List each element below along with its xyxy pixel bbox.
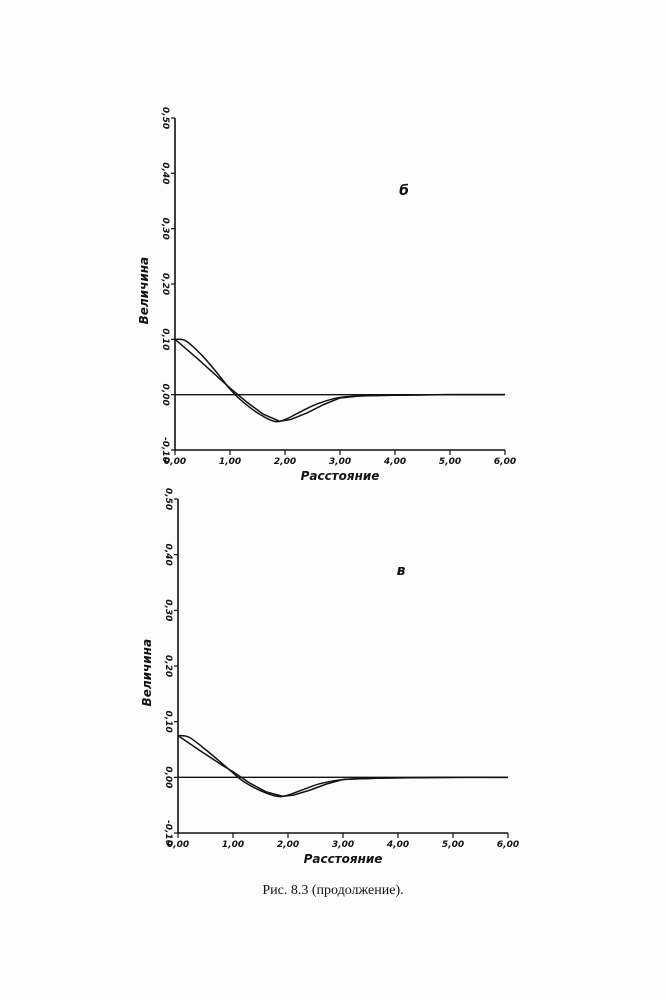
x-tick-label: 2,00 [273, 457, 297, 467]
y-tick-label: 0,30 [163, 599, 173, 622]
series-line-curve-linear [178, 736, 508, 797]
x-axis-title: Расстояние [303, 852, 383, 866]
y-tick-label: -0,10 [163, 820, 173, 846]
y-tick-label: 0,50 [163, 487, 173, 511]
x-tick-label: 3,00 [331, 840, 355, 850]
y-tick-label: 0,00 [160, 383, 170, 406]
x-tick-label: 4,00 [383, 457, 407, 467]
y-axis-title: Величина [137, 256, 151, 325]
y-tick-label: 0,30 [160, 217, 170, 240]
x-axis-title: Расстояние [300, 469, 380, 483]
x-tick-label: 1,00 [218, 457, 242, 467]
x-tick-label: 3,00 [328, 457, 352, 467]
y-tick-label: 0,10 [163, 710, 173, 733]
chart-panel-v [140, 488, 519, 866]
panel-letter: б [399, 183, 409, 199]
y-tick-label: 0,50 [160, 106, 170, 130]
panel-letter: в [396, 563, 406, 579]
series-line-curve-smooth [175, 339, 505, 421]
series-line-curve-linear [175, 339, 505, 421]
x-tick-label: 0,00 [163, 457, 187, 467]
y-axis-title: Величина [140, 638, 154, 707]
y-tick-label: 0,20 [160, 272, 170, 296]
x-tick-label: 1,00 [221, 840, 245, 850]
x-tick-label: 0,00 [166, 840, 190, 850]
x-tick-label: 6,00 [493, 457, 517, 467]
y-tick-label: 0,20 [163, 654, 173, 678]
series-line-curve-smooth [178, 736, 508, 797]
chart-panel-b [137, 107, 516, 483]
y-tick-label: 0,40 [160, 162, 170, 185]
x-tick-label: 4,00 [386, 840, 410, 850]
y-tick-label: 0,40 [163, 543, 173, 566]
y-tick-label: 0,10 [160, 328, 170, 351]
x-tick-label: 5,00 [441, 840, 465, 850]
x-tick-label: 2,00 [276, 840, 300, 850]
figure-caption: Рис. 8.3 (продолжение). [262, 883, 404, 898]
y-tick-label: 0,00 [163, 766, 173, 789]
y-tick-label: -0,10 [160, 437, 170, 463]
x-tick-label: 6,00 [496, 840, 520, 850]
x-tick-label: 5,00 [438, 457, 462, 467]
